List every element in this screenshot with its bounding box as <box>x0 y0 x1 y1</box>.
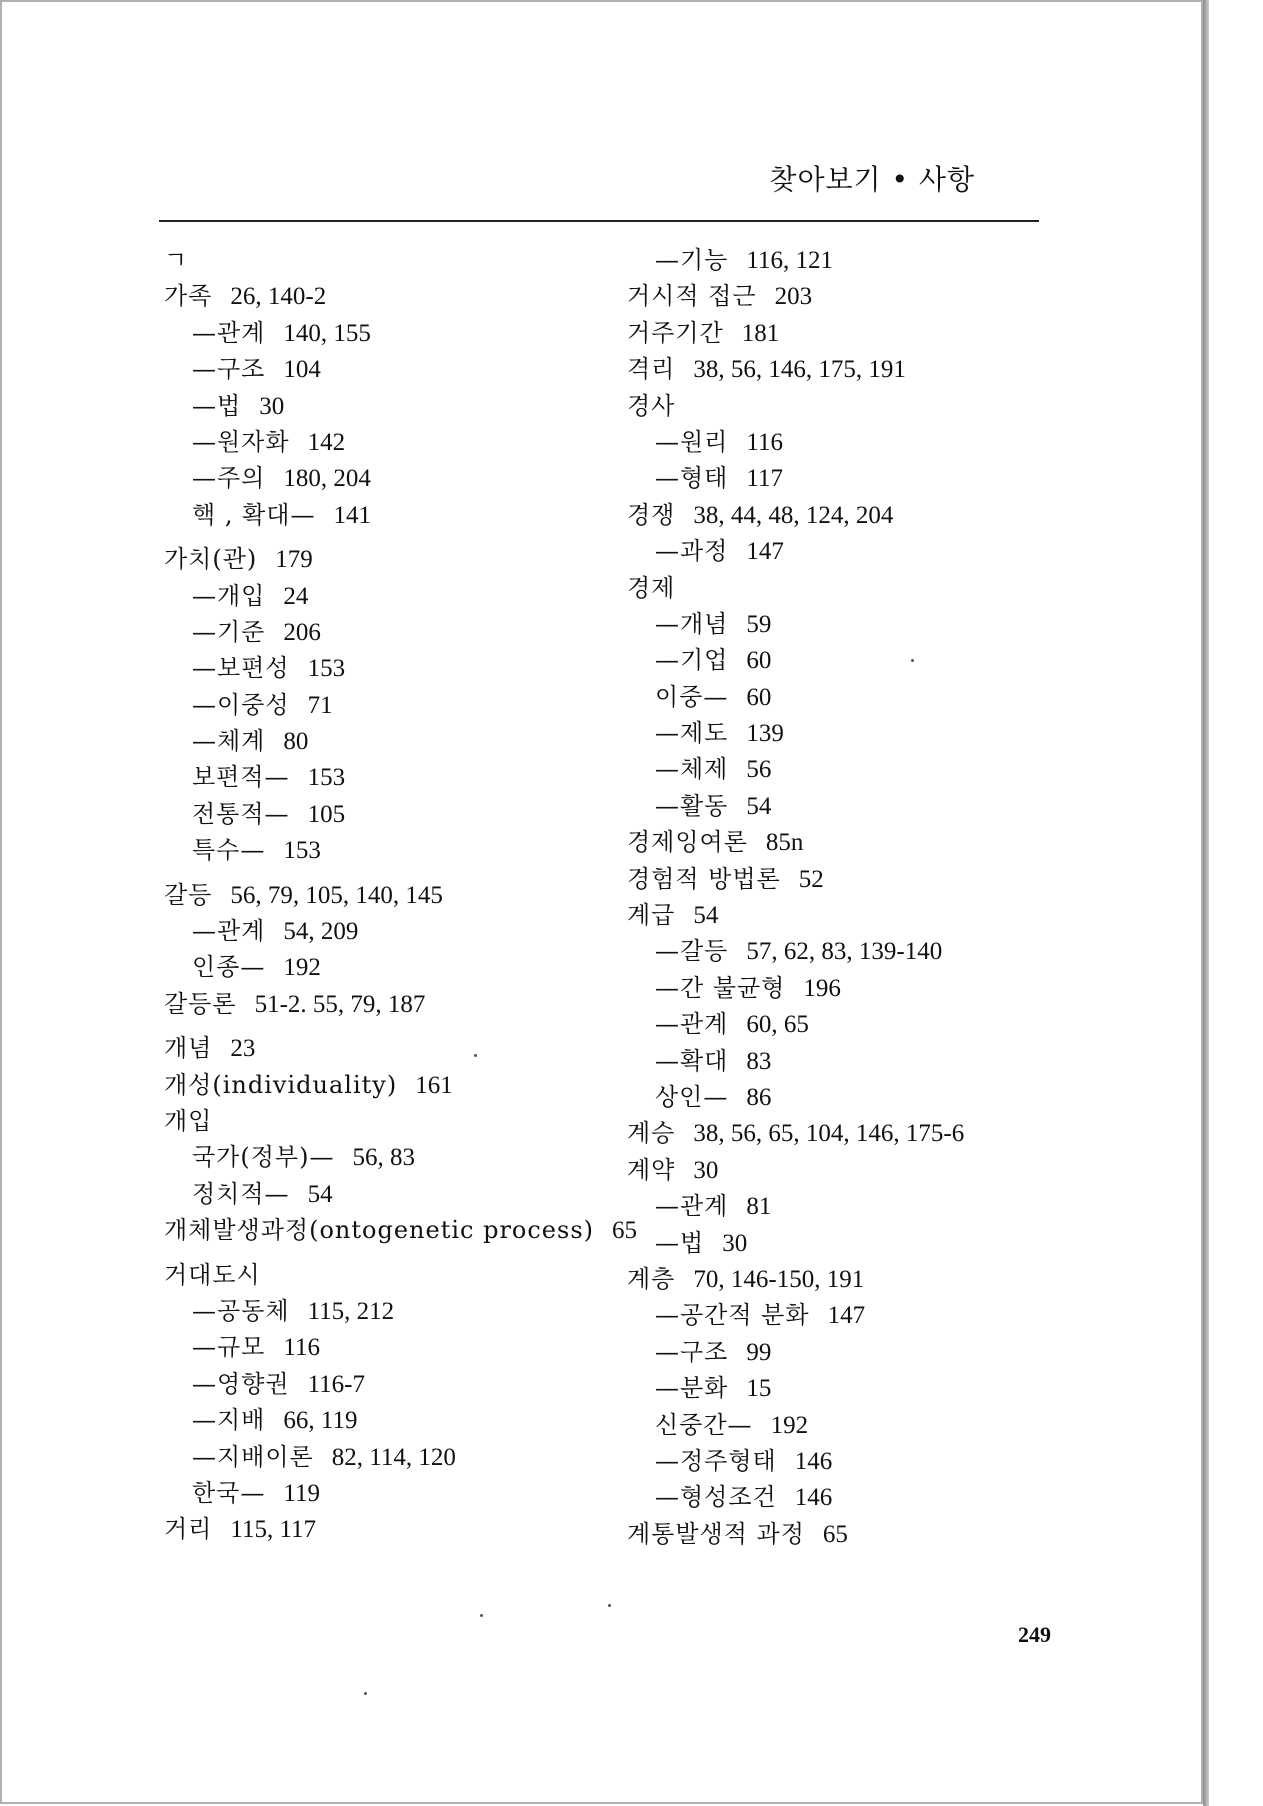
index-page-refs: 51-2. 55, 79, 187 <box>254 990 426 1018</box>
index-subentry <box>627 1188 1077 1224</box>
index-page-refs: 139 <box>746 720 784 748</box>
index-page-refs: 60 <box>746 647 772 675</box>
index-term: 상인— <box>655 1082 729 1111</box>
index-term: —기업 <box>655 646 729 675</box>
index-subentry <box>164 1329 604 1365</box>
index-term: 한국— <box>192 1478 266 1507</box>
index-page-refs: 54 <box>307 1180 333 1208</box>
index-page-refs: 146 <box>794 1484 833 1512</box>
index-term: 갈등 <box>164 880 213 909</box>
index-term: 경제 <box>627 573 676 602</box>
index-page-refs: 105 <box>307 800 346 828</box>
index-term: —활동 <box>655 791 729 820</box>
index-entry <box>164 1067 604 1103</box>
index-page-refs: 56 <box>746 756 772 784</box>
index-entry <box>627 1261 1077 1297</box>
index-entry <box>164 1511 604 1547</box>
index-term: 거시적 접근 <box>627 282 757 311</box>
index-page-refs: 38, 44, 48, 124, 204 <box>693 501 894 529</box>
index-term: —지배이론 <box>192 1442 314 1471</box>
index-term: —개입 <box>192 581 266 610</box>
index-subentry <box>164 497 604 533</box>
index-page-refs: 71 <box>307 691 333 719</box>
index-entry <box>164 541 604 577</box>
index-subentry <box>164 424 604 460</box>
index-page-refs: 23 <box>230 1035 256 1063</box>
index-page-refs: 147 <box>827 1302 866 1330</box>
index-page-refs: 116 <box>283 1334 320 1362</box>
index-subentry <box>164 650 604 686</box>
index-term: 갈등론 <box>164 989 237 1018</box>
index-subentry <box>627 933 1077 969</box>
index-term: —갈등 <box>655 937 729 966</box>
index-page-refs: 140, 155 <box>283 319 371 347</box>
index-page-refs: 86 <box>746 1083 772 1111</box>
index-subentry <box>164 687 604 723</box>
index-term: 이중— <box>655 682 729 711</box>
index-entry <box>164 1030 604 1066</box>
index-page-refs: 115, 117 <box>230 1516 317 1544</box>
index-term: 개념 <box>164 1034 213 1063</box>
index-page-refs: 65 <box>822 1520 848 1548</box>
index-term: 격리 <box>627 355 676 384</box>
index-column-left <box>164 242 638 1548</box>
index-page-refs: 30 <box>693 1156 719 1184</box>
index-page-refs: 54 <box>693 902 719 930</box>
index-subentry <box>164 1139 604 1175</box>
index-subentry <box>627 715 1077 751</box>
index-subentry <box>164 1293 604 1329</box>
index-subentry <box>164 949 604 985</box>
index-term: —형성조건 <box>655 1483 777 1512</box>
index-term: 개성(individuality) <box>164 1070 398 1099</box>
index-subentry <box>164 913 604 949</box>
index-subentry <box>164 1402 604 1438</box>
index-term: —관계 <box>192 917 266 946</box>
index-entry <box>627 824 1077 860</box>
index-term: —영향권 <box>192 1369 290 1398</box>
index-term: 경제잉여론 <box>627 828 748 857</box>
scan-speck <box>474 1054 477 1057</box>
scan-speck <box>608 1604 611 1607</box>
index-term: 국가(정부)— <box>192 1143 335 1172</box>
index-subentry <box>627 679 1077 715</box>
index-term: —규모 <box>192 1333 266 1362</box>
index-term: 거주기간 <box>627 318 724 347</box>
index-subentry <box>627 1443 1077 1479</box>
index-term: —체계 <box>192 727 266 756</box>
index-entry <box>164 278 604 314</box>
index-page-refs: 56, 79, 105, 140, 145 <box>230 881 443 909</box>
index-term: —이중성 <box>192 690 290 719</box>
index-subentry <box>164 614 604 650</box>
index-term: —구조 <box>192 355 266 384</box>
index-subentry <box>164 388 604 424</box>
index-term: —지배 <box>192 1406 266 1435</box>
index-entry <box>627 570 1077 606</box>
index-page-refs: 153 <box>307 655 346 683</box>
index-page-refs: 65 <box>612 1217 638 1245</box>
index-page-refs: 56, 83 <box>352 1144 415 1172</box>
index-subentry <box>627 751 1077 787</box>
index-page-refs: 153 <box>283 837 321 865</box>
index-term: 거대도시 <box>164 1260 261 1289</box>
index-page-refs: 146 <box>794 1447 833 1475</box>
index-term: 핵 , 확대— <box>192 500 316 529</box>
index-subentry <box>627 1407 1077 1443</box>
index-term: 경험적 방법론 <box>627 864 781 893</box>
header-rule <box>159 220 1039 222</box>
index-term: —주의 <box>192 464 266 493</box>
index-entry <box>164 986 604 1022</box>
index-page-refs: 54, 209 <box>283 918 359 946</box>
index-entry <box>164 242 604 278</box>
index-term: —공간적 분화 <box>655 1301 810 1330</box>
index-page-refs: 54 <box>746 792 772 820</box>
index-entry <box>164 1257 604 1293</box>
index-term: —구조 <box>655 1337 729 1366</box>
index-entry <box>627 861 1077 897</box>
index-term: 계승 <box>627 1119 676 1148</box>
index-page-refs: 82, 114, 120 <box>331 1443 456 1471</box>
index-subentry <box>627 1297 1077 1333</box>
index-subentry <box>627 788 1077 824</box>
index-term: —체제 <box>655 755 729 784</box>
scan-speck <box>364 1692 367 1695</box>
index-page-refs: 147 <box>746 538 784 566</box>
index-term: —공동체 <box>192 1296 290 1325</box>
index-page-refs: 141 <box>333 501 371 529</box>
scan-speck <box>480 1614 483 1617</box>
index-entry <box>627 1152 1077 1188</box>
index-page-refs: 59 <box>746 610 772 638</box>
index-page-refs: 206 <box>283 618 321 646</box>
index-page-refs: 30 <box>722 1229 748 1257</box>
index-term: 개입 <box>164 1106 213 1135</box>
index-page-refs: 83 <box>746 1047 772 1075</box>
index-term: 개체발생과정(ontogenetic process) <box>164 1216 595 1245</box>
index-subentry <box>627 1479 1077 1515</box>
index-subentry <box>164 315 604 351</box>
index-entry <box>627 388 1077 424</box>
index-subentry <box>164 1176 604 1212</box>
index-subentry <box>627 533 1077 569</box>
index-term: 인종— <box>192 953 266 982</box>
index-subentry <box>627 642 1077 678</box>
index-term: 계약 <box>627 1155 676 1184</box>
index-term: —분화 <box>655 1374 729 1403</box>
index-page-refs: 57, 62, 83, 139-140 <box>746 938 943 966</box>
index-page-refs: 116, 121 <box>746 247 833 274</box>
index-page-refs: 81 <box>746 1193 772 1221</box>
index-term: —원자화 <box>192 427 290 456</box>
index-entry <box>164 1103 604 1139</box>
index-term: 특수— <box>192 836 266 865</box>
index-page-refs: 192 <box>770 1411 809 1439</box>
index-subentry <box>627 606 1077 642</box>
index-subentry <box>164 1439 604 1475</box>
scan-speck <box>911 659 914 662</box>
index-term: 경쟁 <box>627 500 676 529</box>
index-page-refs: 196 <box>803 974 841 1002</box>
index-term: —기준 <box>192 617 266 646</box>
running-head: 찾아보기 • 사항 <box>769 163 975 196</box>
index-page-refs: 142 <box>307 428 346 456</box>
index-subentry <box>627 1006 1077 1042</box>
index-term: —법 <box>192 391 242 420</box>
index-entry <box>627 897 1077 933</box>
index-entry <box>627 497 1077 533</box>
index-page-refs: 66, 119 <box>283 1407 358 1435</box>
index-entry <box>164 1212 638 1248</box>
index-page-refs: 60, 65 <box>746 1011 809 1039</box>
index-entry <box>627 1516 1077 1552</box>
index-term: —법 <box>655 1228 705 1257</box>
index-page-refs: 181 <box>741 319 780 347</box>
index-term: 신중간— <box>655 1410 753 1439</box>
index-term: —형태 <box>655 464 729 493</box>
index-subentry <box>164 1475 604 1511</box>
index-term: 정치적— <box>192 1179 290 1208</box>
index-page-refs: 80 <box>283 728 309 756</box>
index-subentry <box>164 1366 604 1402</box>
index-page-refs: 117 <box>746 465 783 493</box>
index-page-refs: 104 <box>283 356 321 384</box>
index-term: —정주형태 <box>655 1446 777 1475</box>
index-term: —과정 <box>655 537 729 566</box>
index-term: —확대 <box>655 1046 729 1075</box>
index-term: 계급 <box>627 901 676 930</box>
index-page-refs: 24 <box>283 582 309 610</box>
index-term: —개념 <box>655 609 729 638</box>
index-entry <box>164 877 604 913</box>
index-term: —관계 <box>655 1010 729 1039</box>
index-term: —보편성 <box>192 654 290 683</box>
index-page-refs: 99 <box>746 1338 772 1366</box>
index-page-refs: 180, 204 <box>283 465 371 493</box>
page-number: 249 <box>1018 1622 1051 1647</box>
index-subentry <box>627 242 1077 278</box>
index-subentry <box>627 1043 1077 1079</box>
index-page-refs: 60 <box>746 683 772 711</box>
index-subentry <box>627 1334 1077 1370</box>
index-term: —간 불균형 <box>655 973 786 1002</box>
index-subentry <box>627 1225 1077 1261</box>
index-entry <box>627 1115 1077 1151</box>
index-page-refs: 52 <box>798 865 824 893</box>
index-page-refs: 26, 140-2 <box>230 283 327 311</box>
index-subentry <box>164 832 604 868</box>
index-term: 전통적— <box>192 799 290 828</box>
index-term: 거리 <box>164 1515 213 1544</box>
index-page-refs: 153 <box>307 764 346 792</box>
index-page-refs: 179 <box>275 546 313 574</box>
index-page-refs: 161 <box>415 1071 453 1099</box>
index-subentry <box>164 578 604 614</box>
index-term: —기능 <box>655 246 729 274</box>
index-column-right <box>627 242 1077 1552</box>
index-entry <box>627 315 1077 351</box>
index-term: 보편적— <box>192 763 290 792</box>
index-term: —관계 <box>655 1192 729 1221</box>
index-term: ㄱ <box>164 246 189 274</box>
index-page-refs: 119 <box>283 1479 320 1507</box>
index-term: 계층 <box>627 1264 676 1293</box>
index-page-refs: 30 <box>259 392 285 420</box>
index-page-refs: 70, 146-150, 191 <box>693 1265 865 1293</box>
index-subentry <box>627 1370 1077 1406</box>
index-subentry <box>627 1079 1077 1115</box>
index-term: 가치(관) <box>164 545 258 574</box>
index-term: —원리 <box>655 427 729 456</box>
index-subentry <box>627 970 1077 1006</box>
index-subentry <box>164 796 604 832</box>
index-page-refs: 85n <box>765 829 804 857</box>
index-page-refs: 203 <box>774 283 813 311</box>
index-page-refs: 116 <box>746 428 783 456</box>
index-page-refs: 38, 56, 146, 175, 191 <box>693 356 906 384</box>
index-term: 가족 <box>164 282 213 311</box>
index-page-refs: 15 <box>746 1375 772 1403</box>
index-page-refs: 192 <box>283 954 321 982</box>
index-page-refs: 38, 56, 65, 104, 146, 175-6 <box>693 1120 965 1148</box>
index-entry <box>627 278 1077 314</box>
index-subentry <box>164 723 604 759</box>
index-subentry <box>164 759 604 795</box>
index-page-refs: 116-7 <box>307 1370 365 1398</box>
index-subentry <box>627 460 1077 496</box>
index-subentry <box>627 424 1077 460</box>
index-term: —제도 <box>655 719 729 748</box>
index-subentry <box>164 351 604 387</box>
index-page-refs: 115, 212 <box>307 1297 395 1325</box>
index-term: 계통발생적 과정 <box>627 1519 805 1548</box>
index-term: 경사 <box>627 391 676 420</box>
index-entry <box>627 351 1077 387</box>
index-subentry <box>164 460 604 496</box>
viewer-gutter <box>1209 0 1263 1806</box>
index-term: —관계 <box>192 318 266 347</box>
